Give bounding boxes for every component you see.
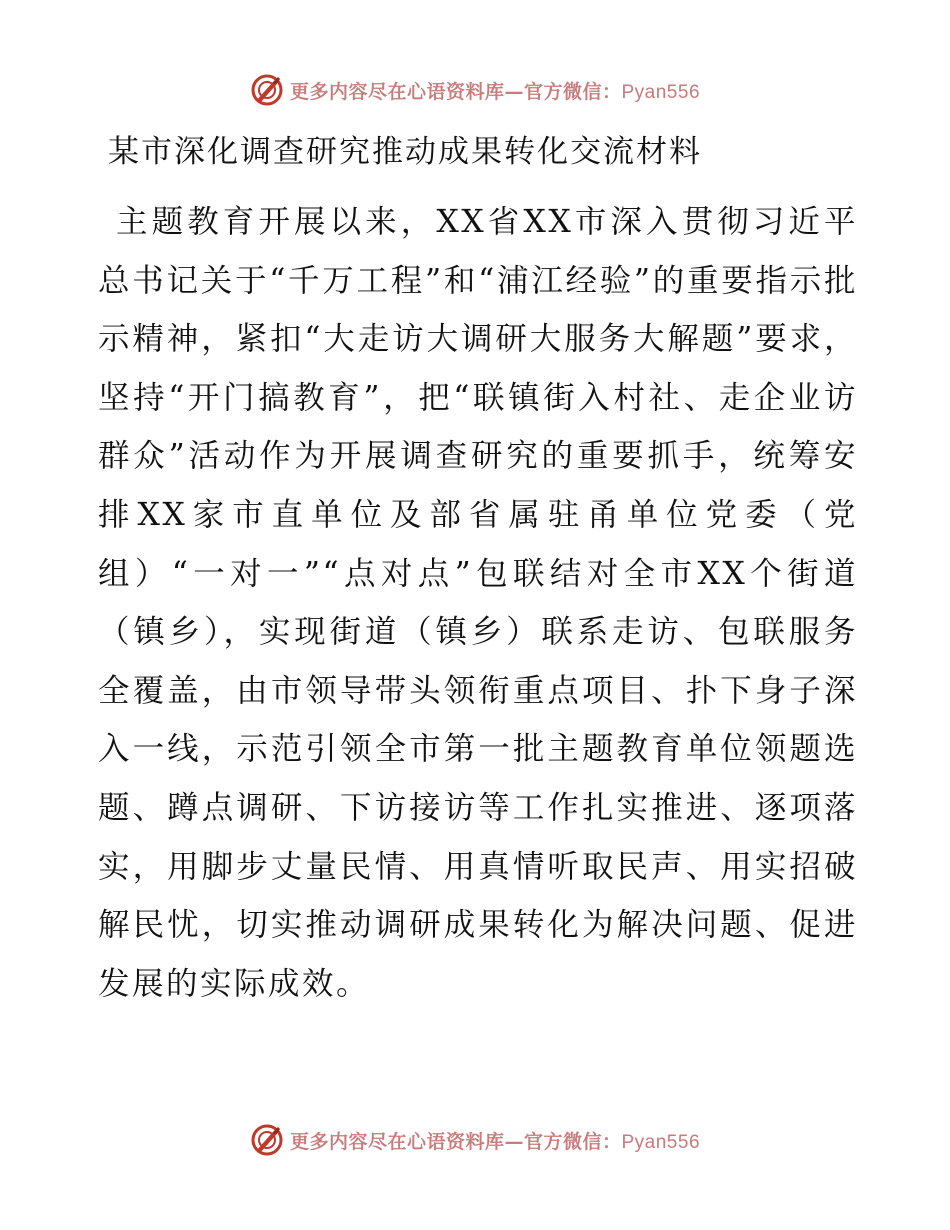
banner-text: 更多内容尽在心语资料库—官方微信：Pyan556 bbox=[289, 80, 701, 103]
document-paragraph: 主题教育开展以来，XX省XX市深入贯彻习近平总书记关于“千万工程”和“浦江经验”的重要指示批示精神，紧扣“大走访大调研大服务大解题”要求，坚持“开门搞教育”，把“联镇街入村社、走企业访群众”活动作为开展调查研究的重要抓手，统筹安排XX家市直单位及部省属驻甬单位党委（党组）“一对一”“点对点”包联结对全市XX个街道（镇乡），实现街道（镇乡）联系走访、包联服务全覆盖，由市领导带头领衔重点项目、扑下身子深入一线，示范引领全市第一批主题教育单位领题选题、蹲点调研、下访接访等工作扎实推进、逐项落实，用脚步丈量民情、用真情听取民声、用实招破解民忧，切实推动调研成果转化为解决问题、促进发展的实际成效。 bbox=[98, 204, 858, 1002]
red-pen-circle-logo-icon bbox=[250, 73, 284, 107]
wechat-id: Pyan556 bbox=[621, 81, 701, 103]
red-pen-circle-logo-icon bbox=[250, 1123, 284, 1157]
document-title: 某市深化调查研究推动成果转化交流材料 bbox=[108, 134, 702, 170]
wechat-id: Pyan556 bbox=[621, 1131, 701, 1153]
banner-text: 更多内容尽在心语资料库—官方微信：Pyan556 bbox=[289, 1130, 701, 1153]
footer-banner bbox=[0, 1120, 950, 1160]
header-banner bbox=[0, 70, 950, 110]
